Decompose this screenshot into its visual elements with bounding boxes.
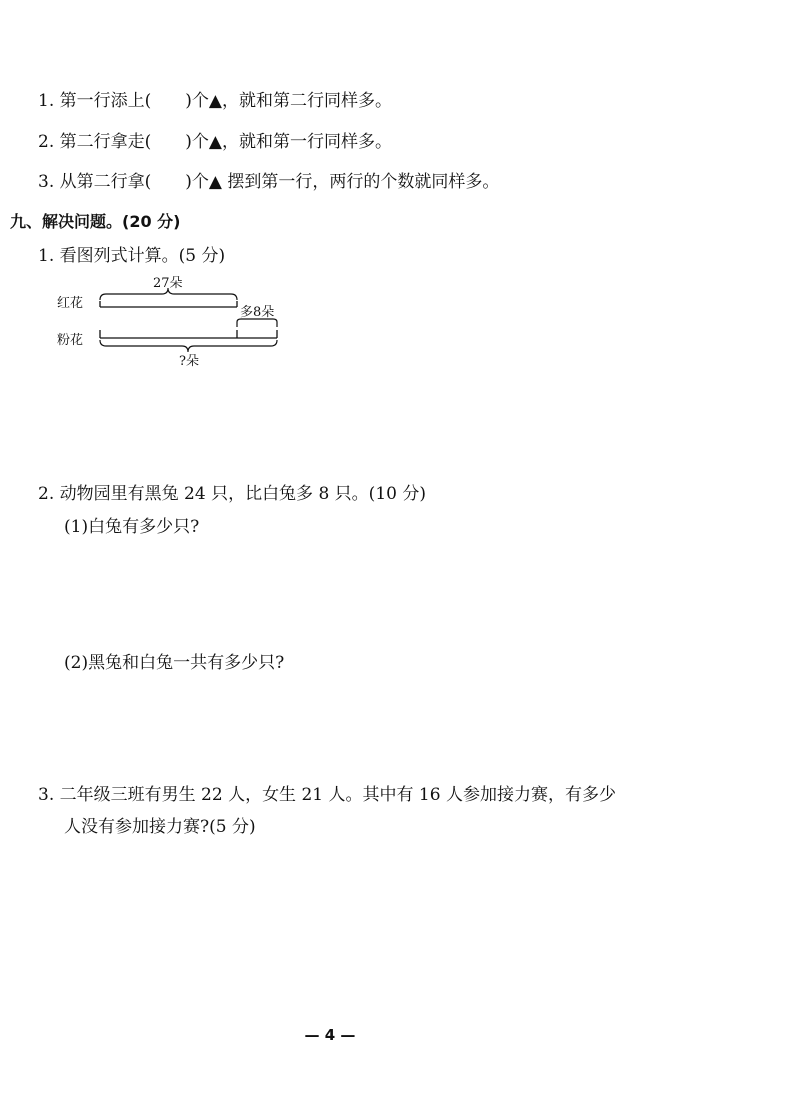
fill-item-1: 1. 第一行添上( )个▲，就和第二行同样多。 (38, 91, 392, 111)
question-3-line-1: 3. 二年级三班有男生 22 人，女生 21 人。其中有 16 人参加接力赛，有多少 (38, 785, 616, 805)
section-title: 九、解决问题。(20 分) (10, 212, 181, 231)
extra-value: 多8朵 (240, 305, 275, 320)
page-number: — 4 — (304, 1026, 356, 1044)
question-2-sub-1: (1)白兔有多少只? (64, 517, 200, 537)
question-2-sub-2: (2)黑兔和白兔一共有多少只? (64, 653, 285, 673)
fill-item-2: 2. 第二行拿走( )个▲，就和第一行同样多。 (38, 132, 392, 152)
fill-item-3: 3. 从第二行拿( )个▲ 摆到第一行，两行的个数就同样多。 (38, 172, 500, 192)
question-3-line-2: 人没有参加接力赛?(5 分) (64, 817, 256, 837)
extra-brace (237, 319, 277, 327)
line-segment-diagram (55, 272, 295, 372)
label-pink-flower: 粉花 (57, 333, 84, 348)
top-value: 27朵 (153, 276, 183, 291)
bottom-brace (100, 340, 277, 352)
question-1: 1. 看图列式计算。(5 分) (38, 246, 226, 266)
question-2: 2. 动物园里有黑兔 24 只，比白兔多 8 只。(10 分) (38, 484, 426, 504)
label-red-flower: 红花 (57, 296, 84, 311)
bottom-value: ?朵 (179, 354, 199, 369)
